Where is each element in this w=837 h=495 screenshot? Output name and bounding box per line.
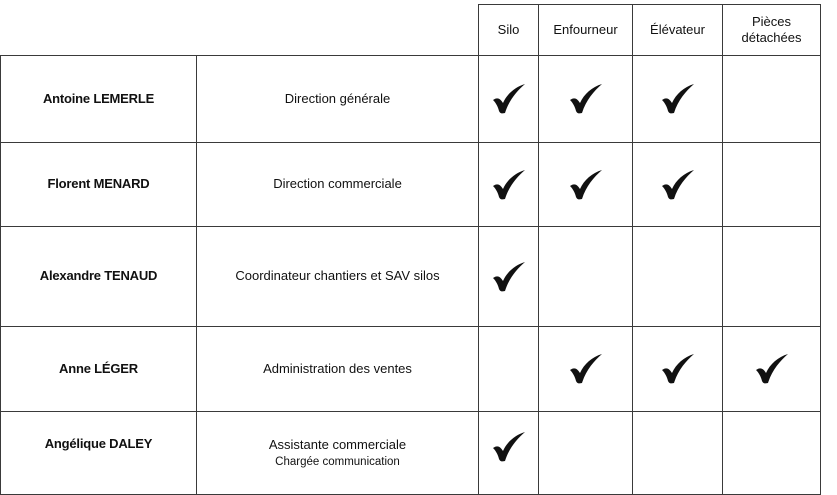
person-role-cell [197, 327, 479, 412]
header-enfourneur: Enfourneur [539, 5, 633, 56]
person-role-cell [197, 227, 479, 327]
checkmark-icon [568, 169, 604, 201]
header-pieces-detachees: Pièces détachées [723, 5, 821, 56]
cell-silo [479, 227, 539, 327]
cell-elevateur [633, 327, 723, 412]
person-role: Coordinateur chantiers et SAV silos [235, 268, 440, 284]
cell-pieces-detachees [723, 327, 821, 412]
header-blank-role [197, 5, 479, 56]
cell-silo [479, 143, 539, 227]
person-role: Direction commerciale [273, 176, 402, 192]
checkmark-icon [491, 431, 527, 463]
roles-matrix-table [0, 4, 821, 495]
checkmark-icon [660, 169, 696, 201]
cell-pieces-detachees [723, 227, 821, 327]
cell-elevateur [633, 412, 723, 495]
cell-silo [479, 327, 539, 412]
cell-pieces-detachees [723, 56, 821, 143]
cell-pieces-detachees [723, 412, 821, 495]
person-role-cell [197, 412, 479, 495]
cell-elevateur [633, 56, 723, 143]
person-role: Assistante commerciale [268, 436, 407, 452]
person-name: Angélique DALEY [1, 412, 197, 495]
person-role-secondary: Chargée communication [275, 455, 400, 468]
cell-enfourneur [539, 412, 633, 495]
cell-pieces-detachees [723, 143, 821, 227]
header-row [1, 5, 821, 56]
table-row [1, 412, 821, 495]
cell-enfourneur [539, 56, 633, 143]
table-row [1, 227, 821, 327]
cell-elevateur [633, 143, 723, 227]
person-name: Antoine LEMERLE [1, 56, 197, 143]
person-name: Anne LÉGER [1, 327, 197, 412]
checkmark-icon [568, 353, 604, 385]
checkmark-icon [660, 353, 696, 385]
checkmark-icon [568, 83, 604, 115]
person-name: Alexandre TENAUD [1, 227, 197, 327]
cell-silo [479, 56, 539, 143]
person-role: Administration des ventes [263, 360, 412, 376]
person-name: Florent MENARD [1, 143, 197, 227]
table-row [1, 143, 821, 227]
checkmark-icon [491, 83, 527, 115]
table-row [1, 327, 821, 412]
cell-enfourneur [539, 227, 633, 327]
cell-enfourneur [539, 143, 633, 227]
table-row [1, 56, 821, 143]
checkmark-icon [754, 353, 790, 385]
header-blank-name [1, 5, 197, 56]
header-elevateur: Élévateur [633, 5, 723, 56]
checkmark-icon [491, 169, 527, 201]
header-silo: Silo [479, 5, 539, 56]
checkmark-icon [491, 261, 527, 293]
cell-silo [479, 412, 539, 495]
cell-enfourneur [539, 327, 633, 412]
person-role-cell [197, 143, 479, 227]
person-role: Direction générale [284, 90, 391, 106]
checkmark-icon [660, 83, 696, 115]
cell-elevateur [633, 227, 723, 327]
person-role-cell [197, 56, 479, 143]
